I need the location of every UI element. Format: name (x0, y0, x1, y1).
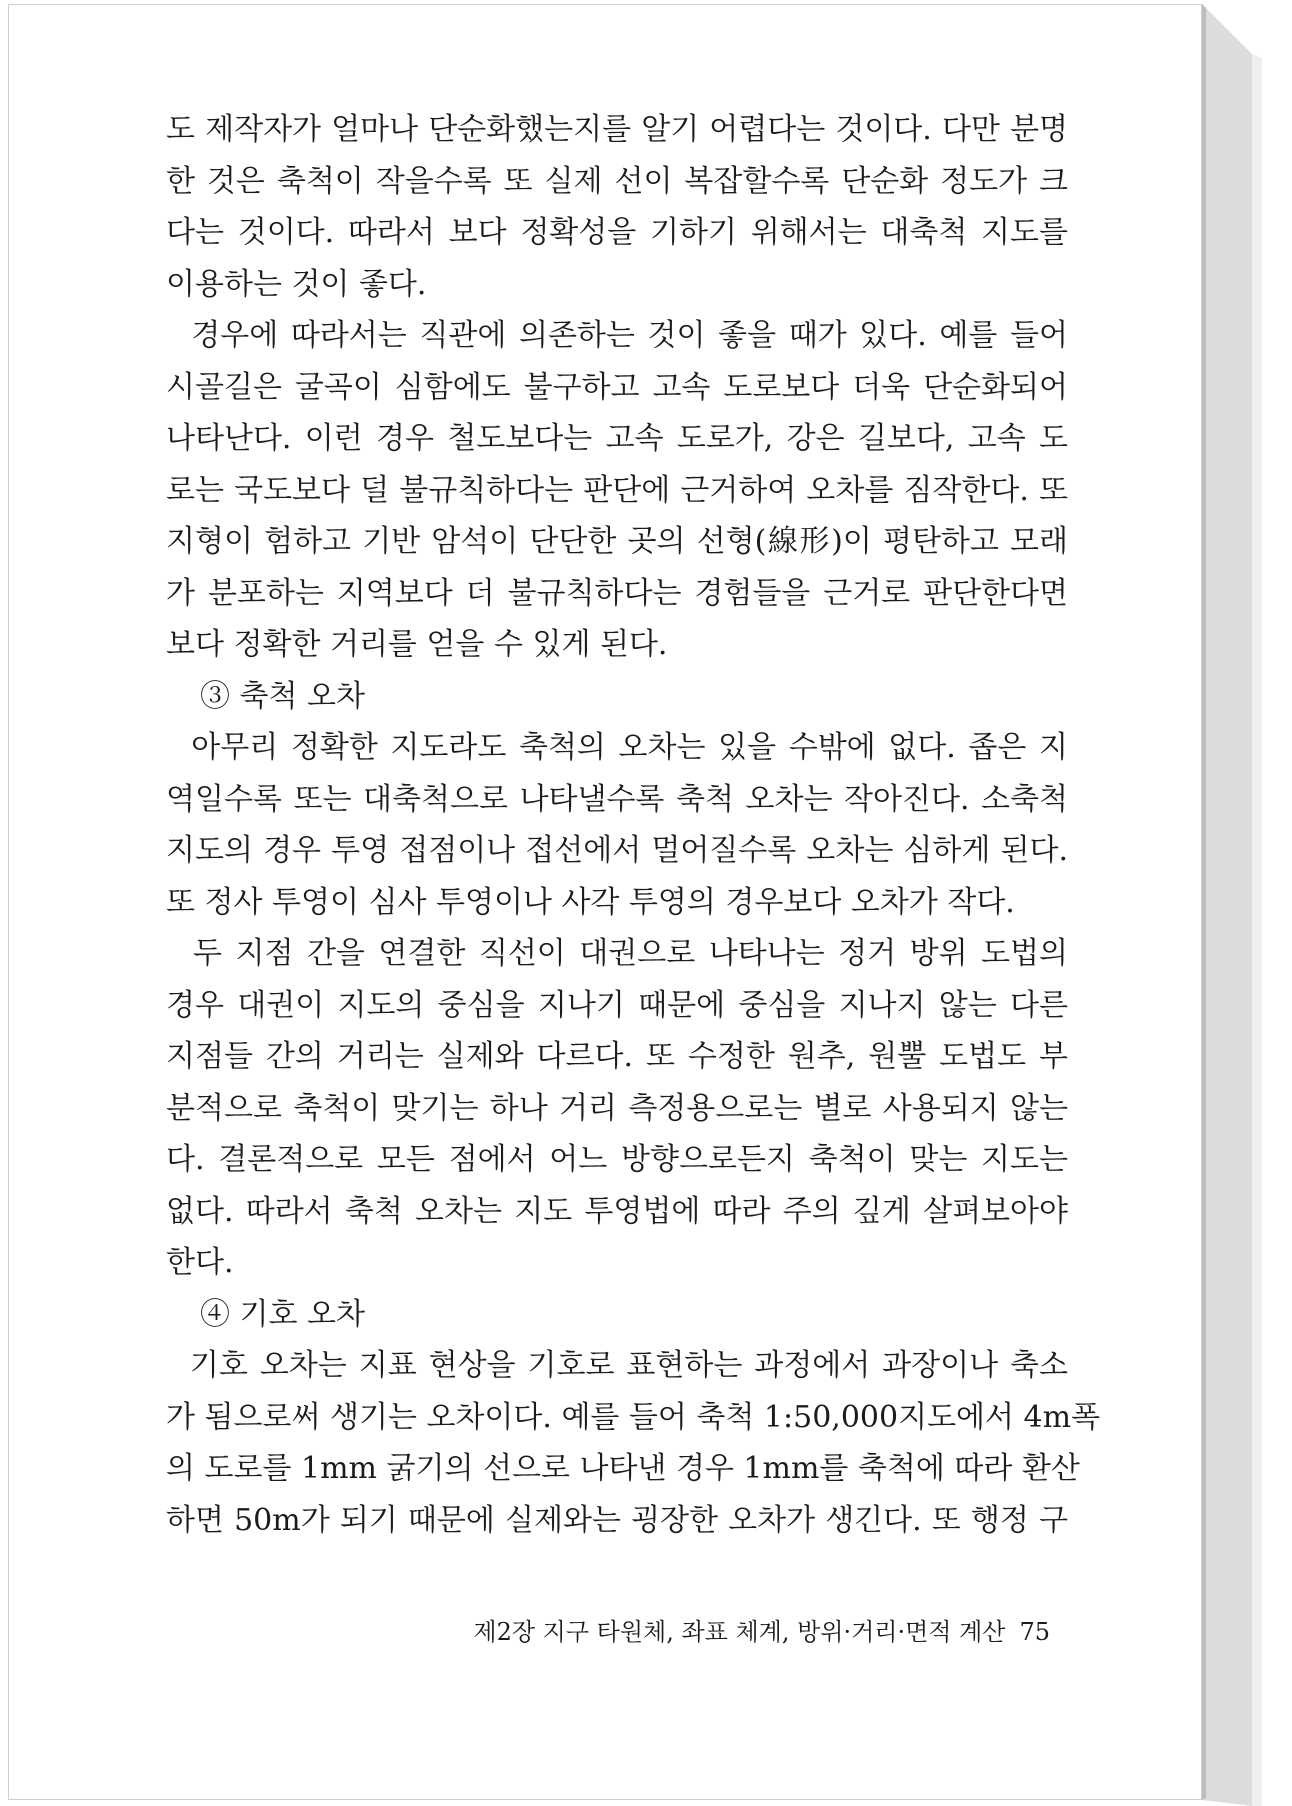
text-line: 한 것은 축척이 작을수록 또 실제 선이 복잡할수록 단순화 정도가 크 (166, 163, 1068, 199)
text-line: 가 분포하는 지역보다 더 불규칙하다는 경험들을 근거로 판단한다면 (166, 575, 1068, 611)
text-line: 경우 대권이 지도의 중심을 지나기 때문에 중심을 지나지 않는 다른 (166, 987, 1068, 1023)
text-line: 나타난다. 이런 경우 철도보다는 고속 도로가, 강은 길보다, 고속 도 (166, 421, 1068, 456)
text-line: 하면 50m가 되기 때문에 실제와는 굉장한 오차가 생긴다. 또 행정 구 (166, 1502, 1068, 1538)
text-line: 없다. 따라서 축척 오차는 지도 투영법에 따라 주의 깊게 살펴보아야 (166, 1193, 1068, 1229)
text-line: 다는 것이다. 따라서 보다 정확성을 기하기 위해서는 대축척 지도를 (166, 215, 1068, 250)
chapter-title: 제2장 지구 타원체, 좌표 체계, 방위·거리·면적 계산 (473, 1618, 1006, 1646)
running-footer (410, 1612, 1050, 1647)
text-line: 다. 결론적으로 모든 점에서 어느 방향으로든지 축척이 맞는 지도는 (166, 1142, 1068, 1177)
text-line: 시골길은 굴곡이 심함에도 불구하고 고속 도로보다 더욱 단순화되어 (166, 369, 1068, 405)
text-line: 역일수록 또는 대축척으로 나타낼수록 축척 오차는 작아진다. 소축척 (166, 781, 1068, 817)
text-line: 로는 국도보다 덜 불규칙하다는 판단에 근거하여 오차를 짐작한다. 또 (166, 472, 1068, 508)
text-line: 아무리 정확한 지도라도 축척의 오차는 있을 수밖에 없다. 좁은 지 (166, 730, 1068, 765)
text-line: 의 도로를 1mm 굵기의 선으로 나타낸 경우 1mm를 축척에 따라 환산 (166, 1451, 1080, 1486)
text-line: 지도의 경우 투영 접점이나 접선에서 멀어질수록 오차는 심하게 된다. (166, 833, 1068, 868)
text-line: 도 제작자가 얼마나 단순화했는지를 알기 어렵다는 것이다. 다만 분명 (166, 112, 1068, 147)
text-line: 한다. (166, 1245, 234, 1280)
text-line: 보다 정확한 거리를 얻을 수 있게 된다. (166, 627, 668, 662)
text-line: 기호 오차는 지표 현상을 기호로 표현하는 과정에서 과장이나 축소 (166, 1348, 1068, 1383)
text-line: 지형이 험하고 기반 암석이 단단한 곳의 선형(線形)이 평탄하고 모래 (166, 524, 1068, 559)
text-line: 또 정사 투영이 심사 투영이나 사각 투영의 경우보다 오차가 작다. (166, 884, 1015, 920)
body-text (166, 104, 1101, 1546)
section-heading: ③ 축척 오차 (200, 678, 365, 714)
section-heading: ④ 기호 오차 (200, 1296, 365, 1332)
text-line: 두 지점 간을 연결한 직선이 대권으로 나타나는 정거 방위 도법의 (166, 936, 1068, 971)
text-line: 가 됨으로써 생기는 오차이다. 예를 들어 축척 1:50,000지도에서 4m폭 (166, 1399, 1101, 1435)
text-line: 경우에 따라서는 직관에 의존하는 것이 좋을 때가 있다. 예를 들어 (166, 318, 1068, 353)
text-line: 지점들 간의 거리는 실제와 다르다. 또 수정한 원추, 원뿔 도법도 부 (166, 1039, 1068, 1074)
page-number: 75 (1019, 1618, 1050, 1646)
text-line: 분적으로 축척이 맞기는 하나 거리 측정용으로는 별로 사용되지 않는 (166, 1090, 1068, 1126)
text-line: 이용하는 것이 좋다. (166, 266, 427, 302)
